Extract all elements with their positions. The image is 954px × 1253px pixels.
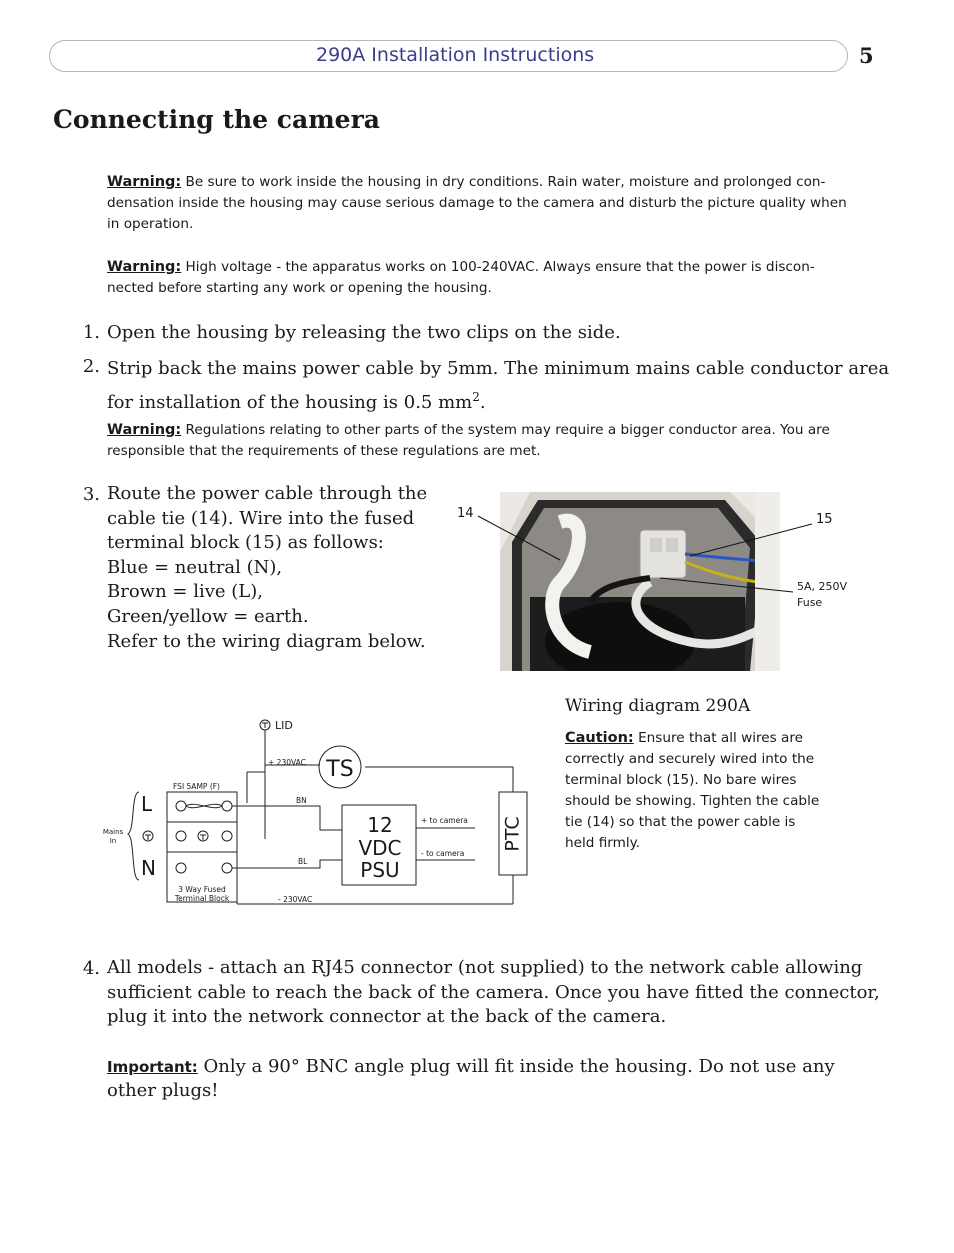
caution-text: correctly and securely wired into the [565, 751, 815, 767]
diagram-label-psu: PSU [360, 858, 400, 882]
step-text: for installation of the housing is 0.5 mm [107, 392, 473, 413]
important-note [107, 1055, 842, 1103]
diagram-label-to-camera-minus: - to camera [421, 849, 465, 858]
callout-14: 14 [457, 506, 474, 521]
warning-text: nected before starting any work or opening the housing. [107, 280, 492, 296]
step-text: . [479, 392, 486, 413]
step-text: Open the housing by releasing the two clips on the side. [107, 322, 621, 343]
step-text: terminal block (15) as follows: [107, 532, 384, 554]
warning-label: Warning: [107, 174, 182, 190]
important-text: other plugs! [107, 1080, 219, 1101]
caution-text: Ensure that all wires are [638, 730, 804, 746]
important-label: Important: [107, 1058, 198, 1076]
step-text: All models - attach an RJ45 connector (not supplied) to the network cable allowing [107, 957, 863, 978]
step-text: Brown = live (L), [107, 581, 263, 603]
step-text: Refer to the wiring diagram below. [107, 630, 426, 652]
header-title: 290A Installation Instructions [316, 44, 595, 66]
diagram-label-terminal-block-2: Terminal Block [174, 894, 230, 903]
diagram-label-ptc: PTC [501, 816, 524, 852]
caution-note [565, 728, 825, 854]
fuse-label: Fuse [797, 596, 823, 609]
step-text: plug it into the network connector at the back of the camera. [107, 1006, 667, 1028]
step-number: 3. [82, 484, 100, 505]
warning-text: High voltage - the apparatus works on 100-240VAC. Always ensure that the power is discon- [185, 259, 815, 275]
step-number: 4. [82, 958, 100, 979]
diagram-label-to-camera-plus: + to camera [421, 816, 468, 825]
warning-label: Warning: [107, 422, 182, 438]
page-title: Connecting the camera [53, 105, 380, 134]
diagram-title: Wiring diagram 290A [565, 696, 751, 716]
warning-text: responsible that the requirements of these regulations are met. [107, 443, 541, 459]
page-number: 5 [859, 43, 874, 68]
warning-text: densation inside the housing may cause serious damage to the camera and disturb the picture quality when [107, 195, 847, 211]
step-number: 2. [82, 356, 100, 377]
warning-text: Regulations relating to other parts of the system may require a bigger conductor area. You are [185, 422, 830, 438]
step-text: Strip back the mains power cable by 5mm. The minimum mains cable conductor area [107, 358, 890, 379]
warning-label: Warning: [107, 259, 182, 275]
diagram-label-lid: LID [275, 719, 293, 732]
caution-label: Caution: [565, 730, 634, 746]
diagram-label-mains: Mains [102, 828, 124, 836]
diagram-label-psu-12: 12 [367, 813, 393, 837]
step-text: Green/yellow = earth. [107, 605, 309, 627]
step-text: sufficient cable to reach the back of the camera. Once you have fitted the connector, [107, 981, 880, 1003]
diagram-label-n: N [141, 856, 156, 880]
caution-text: terminal block (15). No bare wires [565, 772, 797, 788]
wiring-diagram [95, 710, 535, 915]
diagram-label-ts: TS [326, 757, 354, 782]
important-text: Only a 90° BNC angle plug will fit inside the housing. Do not use any [203, 1056, 835, 1077]
diagram-label-minus-230: - 230VAC [278, 895, 313, 904]
step-text: Blue = neutral (N), [107, 556, 283, 578]
warning-text: in operation. [107, 216, 194, 232]
fuse-label: 5A, 250V [797, 580, 848, 593]
diagram-label-plus-230: + 230VAC [268, 758, 306, 767]
diagram-label-fsi: FSI 5AMP (F) [173, 782, 220, 791]
caution-text: tie (14) so that the power cable is [565, 814, 796, 830]
callout-15: 15 [816, 512, 833, 527]
diagram-label-bn: BN [296, 796, 307, 805]
diagram-label-l: L [141, 792, 153, 816]
step-text: Route the power cable through the [107, 483, 428, 504]
diagram-label-terminal-block-1: 3 Way Fused [178, 885, 226, 894]
step-text: cable tie (14). Wire into the fused [107, 507, 415, 529]
caution-text: held firmly. [565, 835, 641, 851]
step-number: 1. [82, 322, 100, 343]
diagram-label-bl: BL [298, 857, 308, 866]
caution-text: should be showing. Tighten the cable [565, 793, 820, 809]
diagram-label-mains-in: In [109, 837, 117, 845]
diagram-label-psu-vdc: VDC [358, 836, 402, 860]
warning-text: Be sure to work inside the housing in dry conditions. Rain water, moisture and prolonged con- [185, 174, 826, 190]
superscript: 2 [472, 390, 480, 404]
